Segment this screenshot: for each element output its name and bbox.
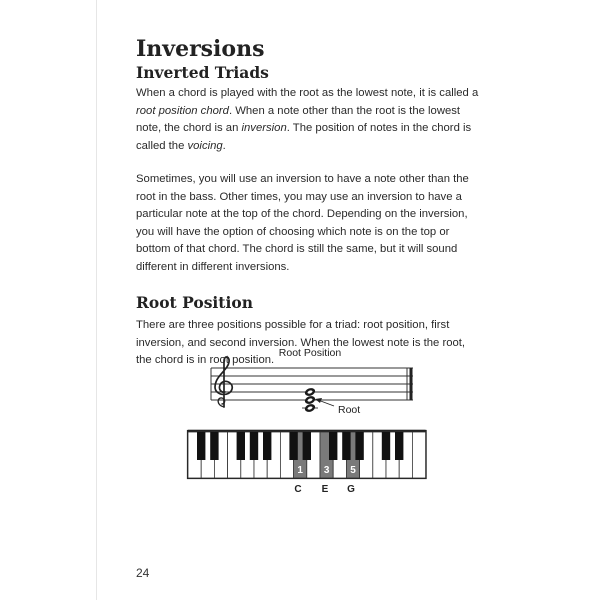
root-arrow-icon	[315, 398, 334, 406]
black-key	[395, 432, 403, 460]
staff-label: Root Position	[278, 347, 342, 359]
note-name-e: E	[321, 484, 329, 495]
note-name-g: G	[347, 484, 355, 495]
black-key	[355, 432, 363, 460]
black-key	[237, 432, 245, 460]
text-run: .	[222, 139, 226, 152]
black-key	[342, 432, 350, 460]
italic-term: voicing	[187, 139, 223, 152]
page-number: 24	[136, 566, 150, 580]
text-run: When a chord is played with the root as the lowest note, it is called a	[136, 87, 479, 99]
page-title: Inversions	[136, 36, 265, 62]
subtitle-heading: Inverted Triads	[136, 63, 269, 82]
note-name-c: C	[294, 484, 302, 495]
italic-term: root position chord	[136, 104, 229, 117]
black-key	[303, 432, 311, 460]
section-heading: Root Position	[136, 293, 253, 312]
black-key	[289, 432, 297, 460]
finger-number: 1	[297, 465, 303, 476]
finger-number: 3	[323, 465, 330, 476]
treble-clef-icon	[215, 357, 232, 407]
root-annotation: Root	[338, 404, 361, 416]
staff-lines	[211, 368, 413, 400]
text-run: . The position of notes in the chord is called the	[136, 122, 472, 152]
black-key	[197, 432, 205, 460]
paragraph-usage: Sometimes, you will use an inversion to have a note other than the root in the bass. Other times, you may use an inversion to have a particular note at the top of the chord. Depending on the inversion, you will have the option of choosing which note is on the top or bottom of that chord. The chord is still the same, but it will sound different in different inversions.	[136, 173, 469, 273]
black-key	[210, 432, 218, 460]
black-key	[263, 432, 271, 460]
white-key	[412, 432, 425, 478]
italic-term: inversion	[241, 122, 287, 134]
text-run: . When a note other than the root is the lowest note, the chord is an	[136, 104, 461, 134]
black-key	[329, 432, 337, 460]
black-key	[250, 432, 258, 460]
piano-keyboard	[188, 431, 427, 479]
paragraph-positions: There are three positions possible for a triad: root position, first inversion, and second inversion. When the lowest note is the root, the chord is in root position.	[136, 319, 466, 366]
black-key	[382, 432, 390, 460]
finger-number: 5	[350, 465, 356, 476]
